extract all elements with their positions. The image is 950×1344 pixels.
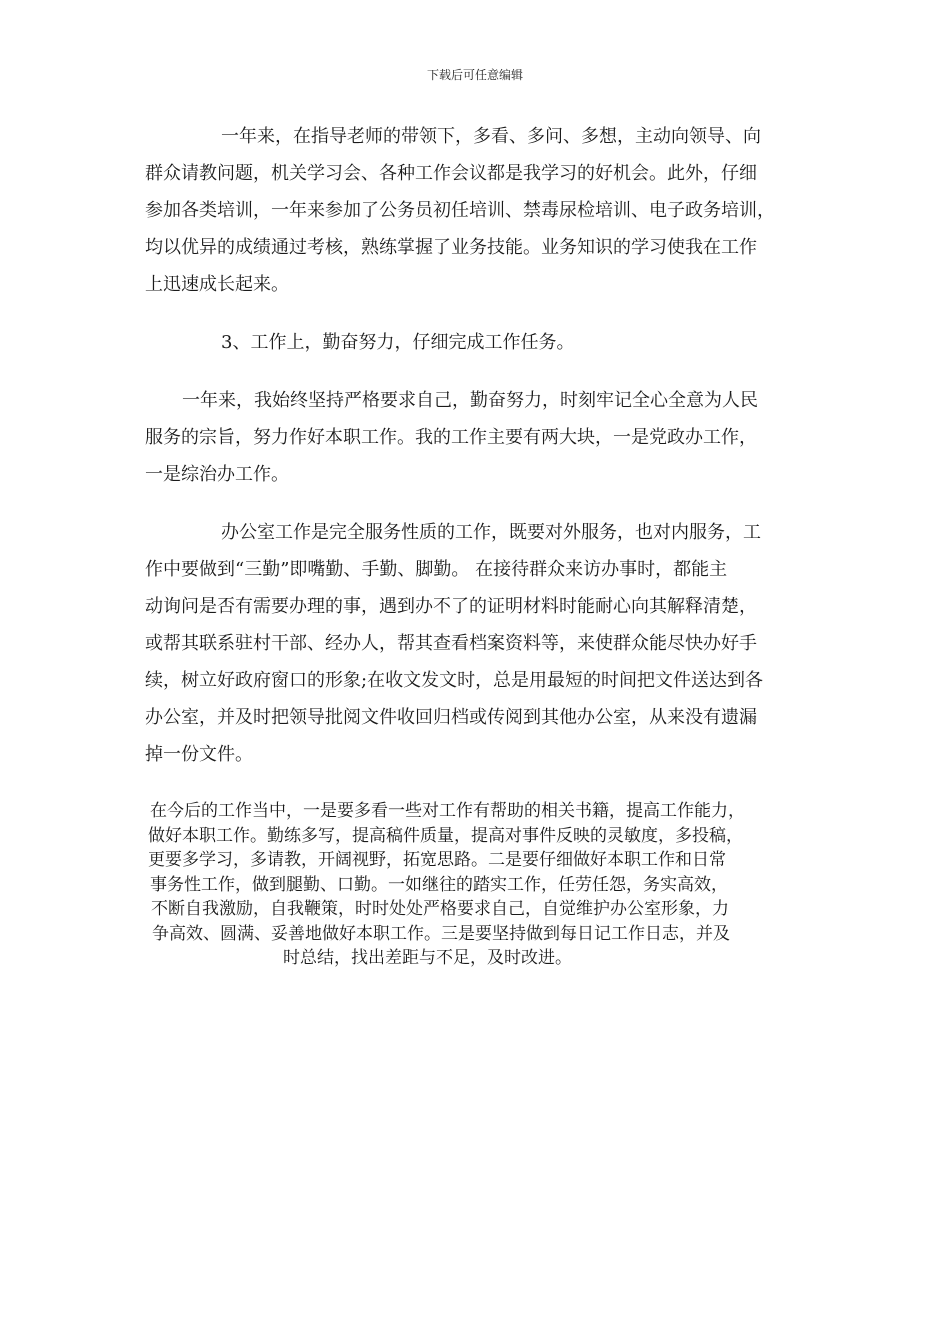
paragraph-line: 动询问是否有需要办理的事，遇到办不了的证明材料时能耐心向其解释清楚， <box>145 596 757 617</box>
paragraph-line: 争高效、圆满、妥善地做好本职工作。三是要坚持做到每日记工作日志，并及 <box>152 923 730 944</box>
paragraph-line: 服务的宗旨，努力作好本职工作。我的工作主要有两大块，一是党政办工作， <box>145 427 757 448</box>
paragraph-line: 作中要做到“三勤”即嘴勤、手勤、脚勤。 在接待群众来访办事时，都能主 <box>145 559 728 580</box>
paragraph-office <box>145 514 763 773</box>
paragraph-line: 办公室，并及时把领导批阅文件收回归档或传阅到其他办公室，从来没有遗漏 <box>145 707 757 728</box>
paragraph-line: 续，树立好政府窗口的形象;在收文发文时，总是用最短的时间把文件送达到各 <box>145 670 764 691</box>
paragraph-line: 时总结，找出差距与不足，及时改进。 <box>283 948 572 968</box>
paragraph-line: 更要多学习，多请教，开阔视野，拓宽思路。二是要仔细做好本职工作和日常 <box>148 850 726 870</box>
paragraph-study <box>145 118 775 303</box>
paragraph-future <box>148 799 745 971</box>
section-heading <box>221 324 574 361</box>
paragraph-line: 在今后的工作当中，一是要多看一些对工作有帮助的相关书籍，提高工作能力， <box>150 801 745 821</box>
paragraph-line: 一年来，在指导老师的带领下，多看、多问、多想，主动向领导、向 <box>221 126 761 147</box>
paragraph-line: 或帮其联系驻村干部、经办人，帮其查看档案资料等，来使群众能尽快办好手 <box>145 633 757 654</box>
paragraph-line: 群众请教问题，机关学习会、各种工作会议都是我学习的好机会。此外，仔细 <box>145 163 757 184</box>
paragraph-line: 上迅速成长起来。 <box>145 274 289 295</box>
section-heading-text: 3、工作上，勤奋努力，仔细完成工作任务。 <box>221 332 575 353</box>
paragraph-line: 均以优异的成绩通过考核，熟练掌握了业务技能。业务知识的学习使我在工作 <box>145 237 757 258</box>
paragraph-line: 掉一份文件。 <box>145 744 253 765</box>
page-header: 下载后可任意编辑 <box>426 68 523 82</box>
paragraph-line: 参加各类培训，一年来参加了公务员初任培训、禁毒尿检培训、电子政务培训， <box>145 200 775 221</box>
paragraph-line: 做好本职工作。勤练多写，提高稿件质量，提高对事件反映的灵敏度，多投稿， <box>148 825 743 846</box>
paragraph-line: 一年来，我始终坚持严格要求自己，勤奋努力，时刻牢记全心全意为人民 <box>182 390 758 411</box>
paragraph-line: 不断自我激励，自我鞭策，时时处处严格要求自己，自觉维护办公室形象，力 <box>151 899 729 919</box>
paragraph-line: 办公室工作是完全服务性质的工作，既要对外服务，也对内服务，工 <box>221 522 761 543</box>
paragraph-line: 一是综治办工作。 <box>145 464 289 485</box>
paragraph-line: 事务性工作，做到腿勤、口勤。一如继往的踏实工作，任劳任怨，务实高效， <box>150 874 728 895</box>
paragraph-work <box>145 382 758 493</box>
